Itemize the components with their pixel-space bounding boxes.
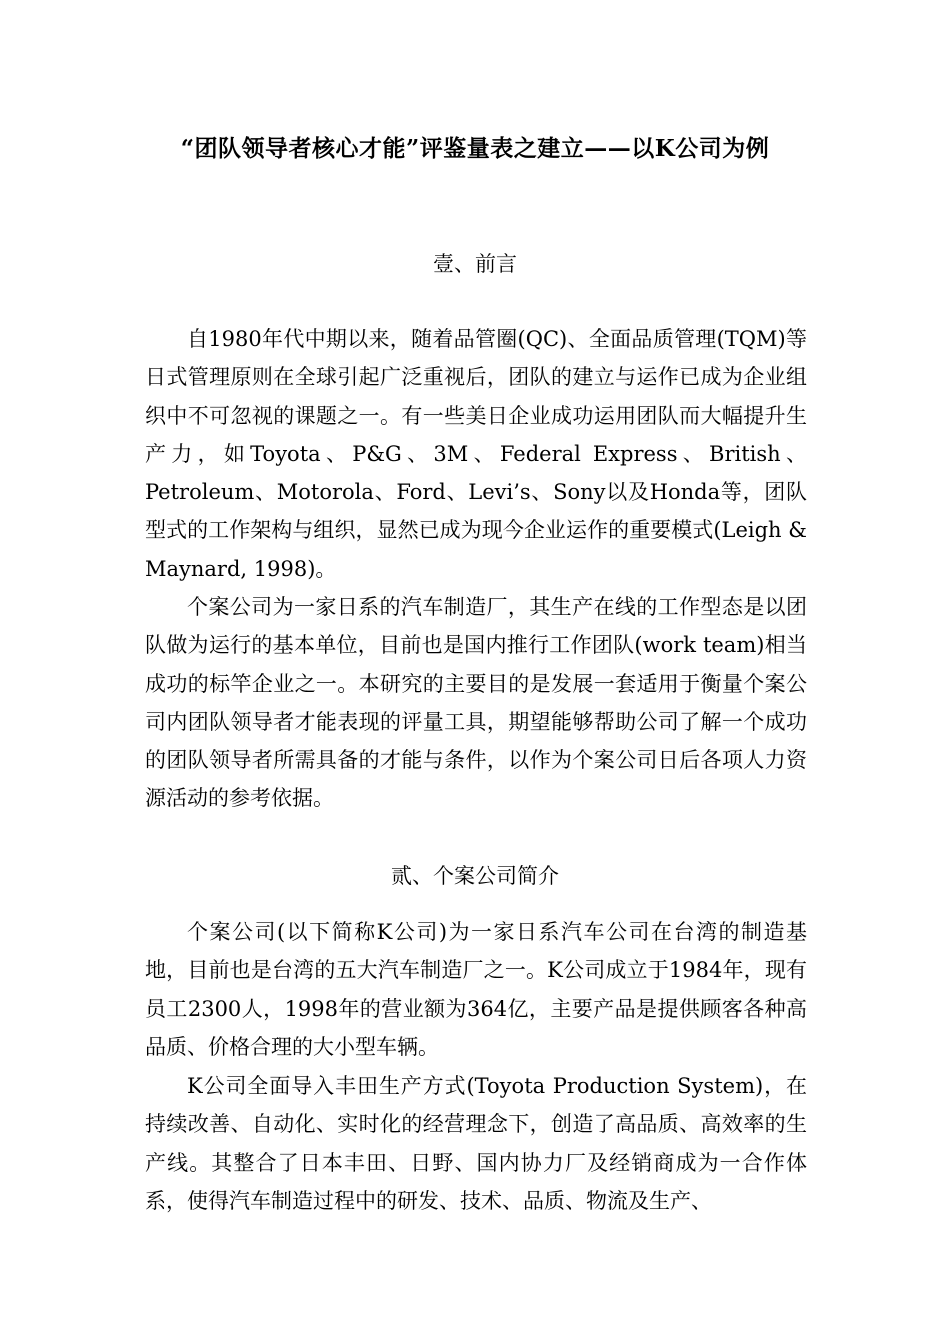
paragraph: 自1980年代中期以来，随着品管圈(QC)、全面品质管理(TQM)等日式管理原则在全球引起广泛重视后，团队的建立与运作已成为企业组织中不可忽视的课题之一。有一些美日企业成功运用团队而大幅提升生产力，如Toyota、P&G、3M、Federal Express、British、Petroleum、Motorola、Ford、Levi’s、Sony以及Honda等，团队型式的工作架构与组织，显然已成为现今企业运作的重要模式(Leigh & Maynard, 1998)。 xyxy=(145,327,807,581)
section-heading-preface: 壹、前言 xyxy=(433,252,517,276)
paragraph: 个案公司为一家日系的汽车制造厂，其生产在线的工作型态是以团队做为运行的基本单位，目前也是国内推行工作团队(work team)相当成功的标竿企业之一。本研究的主要目的是发展一套适用于衡量个案公司内团队领导者才能表现的评量工具，期望能够帮助公司了解一个成功的团队领导者所需具备的才能与条件，以作为个案公司日后各项人力资源活动的参考依据。 xyxy=(145,595,807,811)
document-title: “团队领导者核心才能”评鉴量表之建立——以K公司为例 xyxy=(180,135,770,162)
paragraph: 个案公司(以下简称K公司)为一家日系汽车公司在台湾的制造基地，目前也是台湾的五大汽车制造厂之一。K公司成立于1984年，现有员工2300人，1998年的营业额为364亿，主要产品是提供顾客各种高品质、价格合理的大小型车辆。 xyxy=(145,920,807,1059)
section-heading-company-intro: 贰、个案公司简介 xyxy=(391,864,559,888)
paragraph: K公司全面导入丰田生产方式(Toyota Production System)，在持续改善、自动化、实时化的经营理念下，创造了高品质、高效率的生产线。其整合了日本丰田、日野、国内协力厂及经销商成为一合作体系，使得汽车制造过程中的研发、技术、品质、物流及生产、 xyxy=(145,1074,807,1213)
